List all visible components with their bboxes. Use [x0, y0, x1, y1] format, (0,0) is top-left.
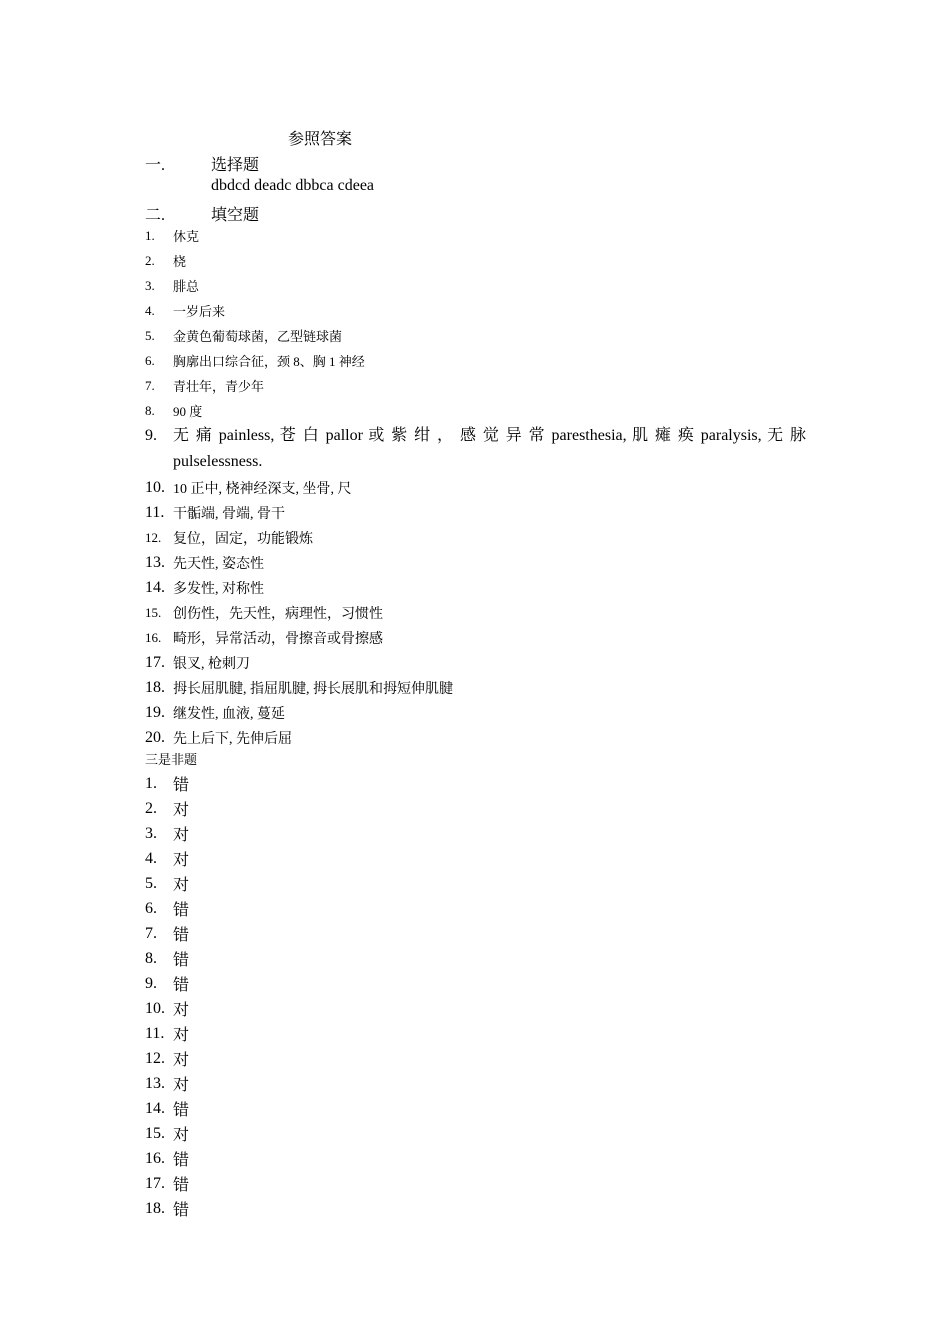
section-label: 选择题	[211, 157, 260, 174]
list-item: 4. 一岁后来	[145, 302, 226, 319]
page-title: 参照答案	[288, 131, 353, 148]
list-item: 14. 错	[145, 1099, 190, 1119]
section-number: 一.	[145, 157, 166, 174]
list-item: 16. 畸形，异常活动，骨擦音或骨擦感	[145, 629, 383, 647]
list-item: 11. 对	[145, 1024, 190, 1044]
list-item: 17. 错	[145, 1174, 190, 1194]
list-item: 3. 对	[145, 824, 190, 844]
list-item: 1. 错	[145, 774, 190, 794]
section-number: 二.	[145, 207, 166, 224]
list-item: 9. 错	[145, 974, 190, 994]
list-item: 19. 继发性, 血液, 蔓延	[145, 703, 285, 722]
section-truefalse-heading: 三是非题	[145, 752, 198, 767]
list-item: 4. 对	[145, 849, 190, 869]
list-item: 1. 休克	[145, 227, 200, 244]
list-item: 13. 对	[145, 1074, 190, 1094]
list-item: 16. 错	[145, 1149, 190, 1169]
list-item: 10. 对	[145, 999, 190, 1019]
list-item: 20. 先上后下, 先伸后屈	[145, 728, 292, 747]
list-item: 11. 干骺端, 骨端, 骨干	[145, 503, 285, 522]
list-item: 12. 对	[145, 1049, 190, 1069]
list-item: 15. 对	[145, 1124, 190, 1144]
choice-answers: dbdcd deadc dbbca cdeea	[211, 177, 375, 194]
list-item: 17. 银叉, 枪刺刀	[145, 653, 250, 672]
list-item: 13. 先天性, 姿态性	[145, 553, 264, 572]
list-item: 10. 10 正中, 桡神经深支, 坐骨, 尺	[145, 478, 352, 497]
list-item: 2. 对	[145, 799, 190, 819]
truefalse-answer-list	[145, 771, 189, 1221]
list-item: 12. 复位，固定，功能锻炼	[145, 529, 313, 547]
list-item: 8. 90 度	[145, 402, 203, 419]
list-item: 18. 拇长屈肌腱, 指屈肌腱, 拇长展肌和拇短伸肌腱	[145, 678, 453, 697]
list-item: 8. 错	[145, 949, 190, 969]
list-item: 5. 对	[145, 874, 190, 894]
list-item: 7. 错	[145, 924, 190, 944]
list-item: 9. 无 痛 painless, 苍 白 pallor 或 紫 绀 ， 感 觉 异 常 paresthesia, 肌 瘫 痪 paralysis, 无 脉 pulselessness.	[145, 427, 806, 470]
fill-answer-list	[145, 223, 806, 750]
list-item: 6. 胸廓出口综合征，颈 8、胸 1 神经	[145, 352, 365, 369]
list-item: 7. 青壮年，青少年	[145, 377, 265, 394]
section-label: 填空题	[211, 207, 260, 224]
list-item: 5. 金黄色葡萄球菌，乙型链球菌	[145, 327, 343, 344]
section-fill-heading	[145, 202, 259, 225]
list-item: 3. 腓总	[145, 277, 200, 294]
list-item: 2. 桡	[145, 252, 187, 269]
list-item: 6. 错	[145, 899, 190, 919]
section-choice-heading	[145, 152, 259, 175]
list-item: 18. 错	[145, 1199, 190, 1219]
list-item: 15. 创伤性，先天性，病理性，习惯性	[145, 604, 383, 622]
list-item: 14. 多发性, 对称性	[145, 578, 264, 597]
